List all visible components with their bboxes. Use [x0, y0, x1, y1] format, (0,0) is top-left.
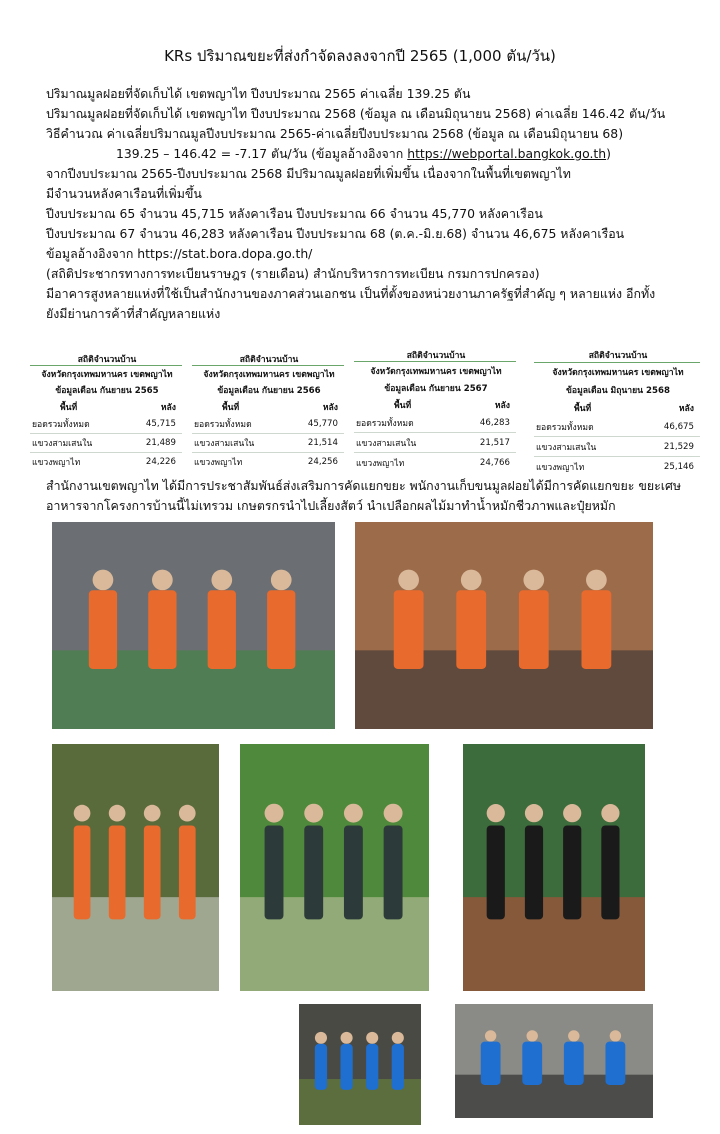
- stat-table-month: ข้อมูลเดือน กันยายน 2567: [384, 383, 488, 394]
- row-value: 46,675: [663, 421, 694, 432]
- row-value: 21,489: [145, 438, 176, 448]
- row-area: แขวงสามเสนใน: [356, 438, 417, 449]
- table-row: [354, 413, 516, 432]
- stat-table-title: สถิติจำนวนบ้าน: [588, 351, 648, 361]
- stat-table-month: ข้อมูลเดือน มิถุนายน 2568: [566, 386, 670, 396]
- row-area: แขวงสามเสนใน: [536, 442, 597, 453]
- para-line-11: มีอาคารสูงหลายแห่งที่ใช้เป็นสำนักงานของภาคส่วนเอกชน เป็นที่ตั้งของหน่วยงานภาครัฐที่สำคัญ ๆ หลายแห่ง อีกทั้ง: [46, 286, 656, 301]
- photo-truck-sorting-center: [240, 744, 429, 991]
- stat-table-province: จังหวัดกรุงเทพมหานคร เขตพญาไท: [552, 368, 684, 378]
- reference-close: ): [606, 146, 611, 161]
- table-row: [30, 415, 182, 433]
- row-area: แขวงสามเสนใน: [32, 439, 93, 449]
- table-row: [354, 453, 516, 472]
- para-line-8: ปีงบประมาณ 67 จำนวน 46,283 หลังคาเรือน ปีงบประมาณ 68 (ต.ค.-มิ.ย.68) จำนวน 46,675 หลังคาเรือน: [46, 226, 625, 241]
- col-area: พื้นที่: [394, 400, 412, 411]
- stat-table-province: จังหวัดกรุงเทพมหานคร เขตพญาไท: [370, 366, 502, 377]
- photo-truck-sorting-left: [52, 744, 219, 991]
- stat-table-header: [354, 396, 516, 413]
- table-row: [354, 433, 516, 452]
- table-row: [30, 434, 182, 452]
- stat-table-title: สถิติจำนวนบ้าน: [77, 354, 137, 365]
- photo-caption: [46, 476, 696, 516]
- row-value: 45,715: [145, 419, 176, 429]
- row-area: แขวงพญาไท: [32, 458, 81, 468]
- caption-line-1: สำนักงานเขตพญาไท ได้มีการประชาสัมพันธ์ส่งเสริมการคัดแยกขยะ พนักงานเก็บขนมูลฝอยได้มีการคัดแยกขยะ ขยะเศษ: [46, 478, 682, 493]
- stat-table-header: [30, 398, 182, 415]
- row-area: ยอดรวมทั้งหมด: [194, 420, 252, 430]
- row-area: แขวงสามเสนใน: [194, 439, 255, 449]
- stat-table-province: จังหวัดกรุงเทพมหานคร เขตพญาไท: [203, 369, 335, 380]
- photo-staff-campaign-lobby: [355, 522, 653, 729]
- row-value: 45,770: [307, 419, 338, 429]
- row-value: 24,256: [307, 457, 338, 467]
- stat-table-title: สถิติจำนวนบ้าน: [406, 350, 466, 361]
- photo-compost-bins-pair: [455, 1004, 653, 1118]
- para-line-6: มีจำนวนหลังคาเรือนที่เพิ่มขึ้น: [46, 186, 202, 201]
- para-line-12: ยังมีย่านการค้าที่สำคัญหลายแห่ง: [46, 306, 221, 321]
- row-value: 21,529: [663, 441, 694, 452]
- table-row: [192, 453, 344, 471]
- para-line-4: [46, 144, 696, 164]
- col-area: พื้นที่: [574, 404, 592, 414]
- table-row: [534, 457, 700, 476]
- photo-compost-bin-blue: [299, 1004, 421, 1125]
- table-row: [30, 453, 182, 471]
- row-value: 25,146: [663, 461, 694, 472]
- table-row: [192, 415, 344, 433]
- col-house: หลัง: [678, 404, 694, 414]
- col-area: พื้นที่: [60, 402, 78, 413]
- col-area: พื้นที่: [222, 402, 240, 413]
- col-house: หลัง: [494, 400, 510, 411]
- row-value: 24,226: [145, 457, 176, 467]
- row-area: ยอดรวมทั้งหมด: [356, 418, 414, 429]
- photo-staff-campaign-street: [52, 522, 335, 729]
- para-line-9: ข้อมูลอ้างอิงจาก https://stat.bora.dopa.go.th/: [46, 246, 313, 261]
- photo-sorted-bottles-bag: [463, 744, 645, 991]
- row-value: 21,517: [479, 437, 510, 448]
- table-row: [534, 437, 700, 456]
- caption-line-2: อาหารจากโครงการบ้านนี้ไม่เทรวม เกษตรกรนำไปเลี้ยงสัตว์ นำเปลือกผลไม้มาทำน้ำหมักชีวภาพและปุ๋ยหมัก: [46, 498, 616, 513]
- stat-table-province: จังหวัดกรุงเทพมหานคร เขตพญาไท: [41, 369, 173, 380]
- table-row: [534, 417, 700, 436]
- para-line-3: วิธีคำนวณ ค่าเฉลี่ยปริมาณมูลปีงบประมาณ 2565-ค่าเฉลี่ยปีงบประมาณ 2568 (ข้อมูล ณ เดือนมิถุนายน 68): [46, 126, 624, 141]
- stat-table-2568: [534, 348, 700, 476]
- para-line-2: ปริมาณมูลฝอยที่จัดเก็บได้ เขตพญาไท ปีงบประมาณ 2568 (ข้อมูล ณ เดือนมิถุนายน 2568) ค่าเฉลี่ย 146.42 ตัน/วัน: [46, 106, 666, 121]
- row-area: แขวงพญาไท: [356, 458, 405, 469]
- page-title: KRs ปริมาณขยะที่ส่งกำจัดลงลงจากปี 2565 (1,000 ตัน/วัน): [164, 47, 556, 65]
- col-house: หลัง: [160, 402, 176, 413]
- stat-table-title: สถิติจำนวนบ้าน: [239, 354, 299, 365]
- stat-table-header: [192, 398, 344, 415]
- row-value: 21,514: [307, 438, 338, 448]
- stat-table-month: ข้อมูลเดือน กันยายน 2566: [217, 385, 321, 396]
- row-value: 24,766: [479, 457, 510, 468]
- para-line-10: (สถิติประชากรทางการทะเบียนราษฎร (รายเดือน) สำนักบริหารการทะเบียน กรมการปกครอง): [46, 266, 540, 281]
- stat-table-month: ข้อมูลเดือน กันยายน 2565: [55, 385, 159, 396]
- stat-table-2565: [30, 352, 182, 471]
- paragraph: [46, 84, 696, 324]
- row-area: ยอดรวมทั้งหมด: [536, 422, 594, 433]
- row-area: แขวงพญาไท: [194, 458, 243, 468]
- para-line-7: ปีงบประมาณ 65 จำนวน 45,715 หลังคาเรือน ปีงบประมาณ 66 จำนวน 45,770 หลังคาเรือน: [46, 206, 543, 221]
- para-line-5: จากปีงบประมาณ 2565-ปีงบประมาณ 2568 มีปริมาณมูลฝอยที่เพิ่มขึ้น เนื่องจากในพื้นที่เขตพญาไท: [46, 166, 571, 181]
- row-value: 46,283: [479, 417, 510, 428]
- stat-table-header: [534, 399, 700, 417]
- table-row: [192, 434, 344, 452]
- calc-result: 139.25 – 146.42 = -7.17 ตัน/วัน (ข้อมูลอ้างอิงจาก: [116, 146, 408, 161]
- stat-table-2567: [354, 348, 516, 472]
- col-house: หลัง: [322, 402, 338, 413]
- row-area: ยอดรวมทั้งหมด: [32, 420, 90, 430]
- reference-link[interactable]: https://webportal.bangkok.go.th: [407, 146, 607, 161]
- para-line-1: ปริมาณมูลฝอยที่จัดเก็บได้ เขตพญาไท ปีงบประมาณ 2565 ค่าเฉลี่ย 139.25 ตัน: [46, 86, 471, 101]
- stat-table-2566: [192, 352, 344, 471]
- row-area: แขวงพญาไท: [536, 462, 585, 473]
